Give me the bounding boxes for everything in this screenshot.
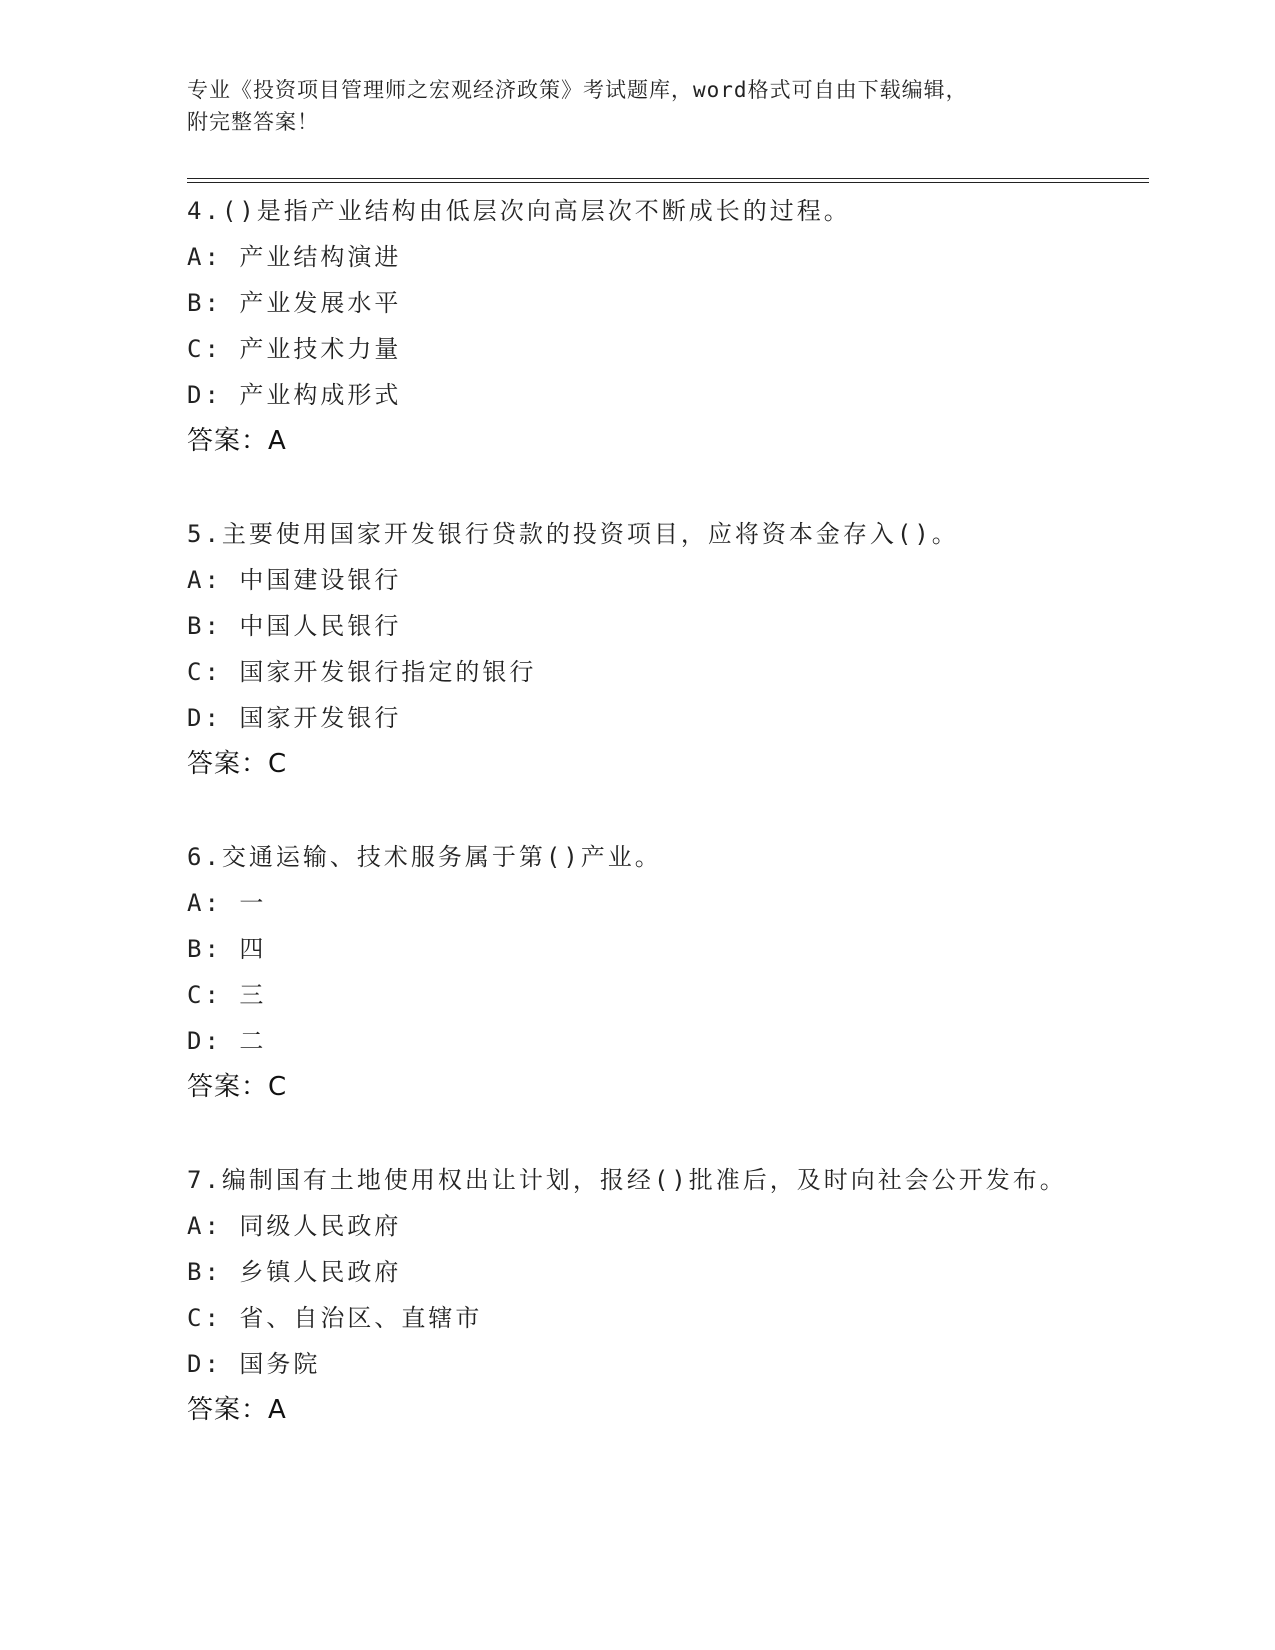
option-d: D: 产业构成形式: [187, 381, 402, 409]
header-line-1: 专业《投资项目管理师之宏观经济政策》考试题库，word格式可自由下载编辑，: [187, 78, 968, 102]
option-c: C: 省、自治区、直辖市: [187, 1304, 483, 1332]
option-b: B: 中国人民银行: [187, 612, 402, 640]
option-c: C: 国家开发银行指定的银行: [187, 658, 537, 686]
question-item: [187, 1157, 1087, 1433]
option-c: C: 三: [187, 981, 267, 1009]
question-item: [187, 511, 1087, 787]
option-b: B: 产业发展水平: [187, 289, 402, 317]
option-d: D: 国家开发银行: [187, 704, 402, 732]
question-stem: 6.交通运输、技术服务属于第()产业。: [187, 843, 662, 871]
answer-line: 答案：A: [187, 426, 287, 456]
option-a: A: 产业结构演进: [187, 243, 402, 271]
document-header: [187, 74, 1087, 138]
question-item: [187, 188, 1087, 464]
answer-line: 答案：C: [187, 1072, 288, 1102]
option-a: A: 同级人民政府: [187, 1212, 402, 1240]
option-c: C: 产业技术力量: [187, 335, 402, 363]
question-stem: 5.主要使用国家开发银行贷款的投资项目，应将资本金存入()。: [187, 520, 959, 548]
question-item: [187, 834, 1087, 1110]
answer-line: 答案：C: [187, 749, 288, 779]
header-divider-bottom: [187, 182, 1149, 183]
option-b: B: 乡镇人民政府: [187, 1258, 402, 1286]
header-divider-top: [187, 178, 1149, 179]
option-a: A: 中国建设银行: [187, 566, 402, 594]
option-d: D: 二: [187, 1027, 267, 1055]
answer-line: 答案：A: [187, 1395, 287, 1425]
question-list: [187, 188, 1087, 1480]
option-b: B: 四: [187, 935, 267, 963]
question-stem: 4.()是指产业结构由低层次向高层次不断成长的过程。: [187, 197, 851, 225]
option-a: A: 一: [187, 889, 267, 917]
option-d: D: 国务院: [187, 1350, 321, 1378]
question-stem: 7.编制国有土地使用权出让计划，报经()批准后，及时向社会公开发布。: [187, 1166, 1067, 1194]
header-line-2: 附完整答案！: [187, 110, 319, 134]
